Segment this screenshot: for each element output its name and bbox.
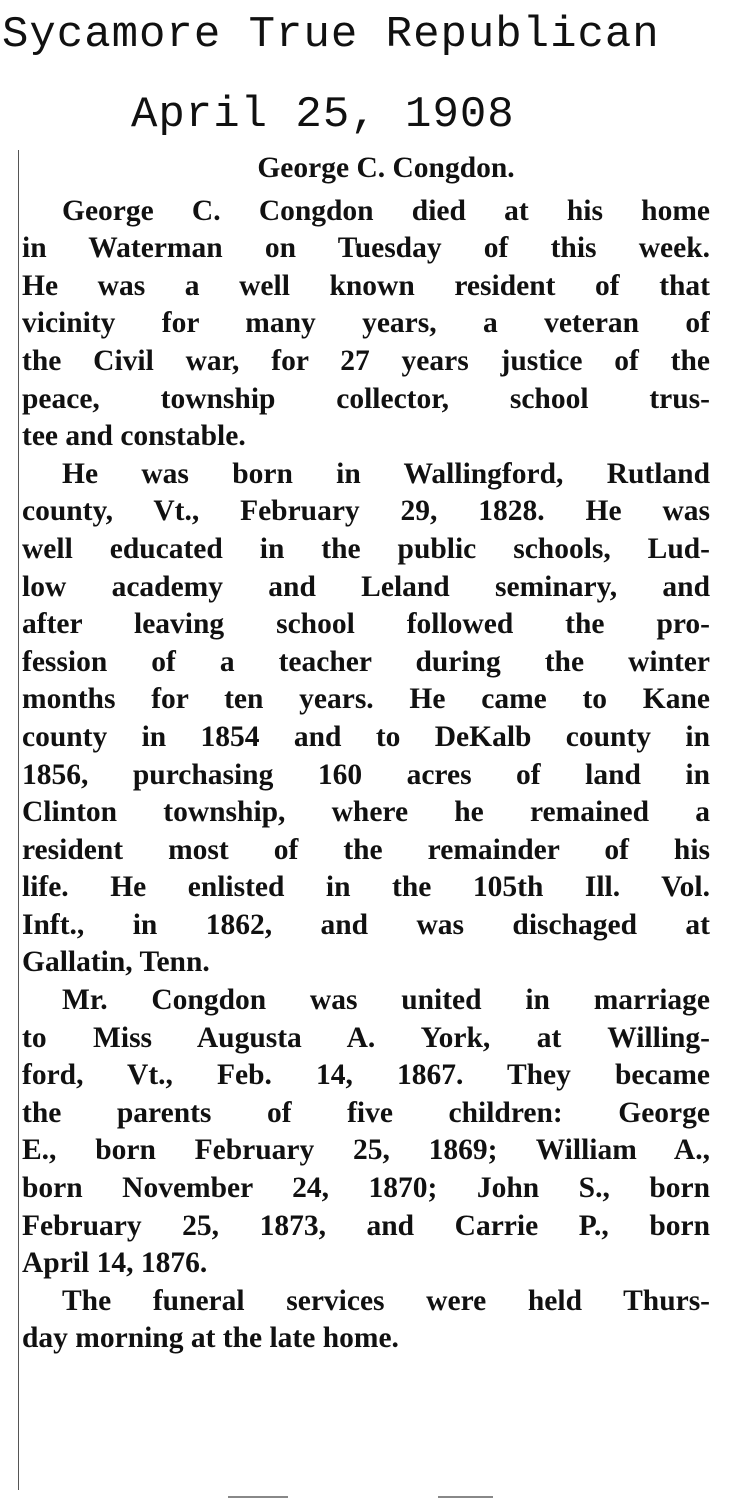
text-line: in Waterman on Tuesday of this week. bbox=[22, 232, 710, 265]
paragraph-family bbox=[22, 982, 710, 1283]
text-line: tee and constable. bbox=[22, 420, 246, 453]
publication-date: April 25, 1908 bbox=[131, 90, 515, 140]
text-line: county in 1854 and to DeKalb county in bbox=[22, 720, 710, 753]
text-line: Clinton township, where he remained a bbox=[22, 796, 710, 829]
text-line: well educated in the public schools, Lud- bbox=[22, 532, 710, 565]
obituary-article bbox=[22, 150, 710, 1358]
masthead bbox=[0, 10, 749, 140]
text-line: He was born in Wallingford, Rutland bbox=[62, 457, 710, 490]
text-line: the parents of five children: George bbox=[22, 1096, 710, 1129]
text-line: February 25, 1873, and Carrie P., born bbox=[22, 1209, 710, 1242]
text-line: George C. Congdon died at his home bbox=[62, 194, 710, 227]
text-line: ford, Vt., Feb. 14, 1867. They became bbox=[22, 1059, 710, 1092]
text-line: He was a well known resident of that bbox=[22, 269, 710, 302]
text-line: vicinity for many years, a veteran of bbox=[22, 307, 710, 340]
text-line: months for ten years. He came to Kane bbox=[22, 683, 710, 716]
text-line: fession of a teacher during the winter bbox=[22, 645, 710, 678]
text-line: Mr. Congdon was united in marriage bbox=[62, 984, 710, 1017]
text-line: the Civil war, for 27 years justice of the bbox=[22, 344, 710, 377]
column-rule bbox=[18, 150, 19, 1490]
text-line: The funeral services were held Thurs- bbox=[62, 1284, 710, 1317]
text-line: peace, township collector, school trus- bbox=[22, 382, 710, 415]
paragraph-biography bbox=[22, 456, 710, 982]
text-line: county, Vt., February 29, 1828. He was bbox=[22, 495, 710, 528]
paragraph-funeral bbox=[22, 1283, 710, 1358]
text-line: life. He enlisted in the 105th Ill. Vol. bbox=[22, 871, 710, 904]
obituary-clipping bbox=[18, 150, 740, 1505]
text-line: April 14, 1876. bbox=[22, 1247, 208, 1280]
footer-rule bbox=[228, 1496, 288, 1498]
article-headline: George C. Congdon. bbox=[257, 152, 515, 184]
text-line: 1856, purchasing 160 acres of land in bbox=[22, 758, 710, 791]
text-line: low academy and Leland seminary, and bbox=[22, 570, 710, 603]
text-line: Gallatin, Tenn. bbox=[22, 946, 210, 979]
text-line: Inft., in 1862, and was dischaged at bbox=[22, 908, 710, 941]
paragraph-death-notice bbox=[22, 193, 710, 456]
text-line: after leaving school followed the pro- bbox=[22, 608, 710, 641]
newspaper-name: Sycamore True Republican bbox=[2, 10, 660, 60]
text-line: E., born February 25, 1869; William A., bbox=[22, 1134, 710, 1167]
text-line: to Miss Augusta A. York, at Willing- bbox=[22, 1021, 710, 1054]
footer-rule bbox=[438, 1496, 493, 1498]
text-line: resident most of the remainder of his bbox=[22, 833, 710, 866]
text-line: born November 24, 1870; John S., born bbox=[22, 1172, 710, 1205]
text-line: day morning at the late home. bbox=[22, 1322, 399, 1355]
